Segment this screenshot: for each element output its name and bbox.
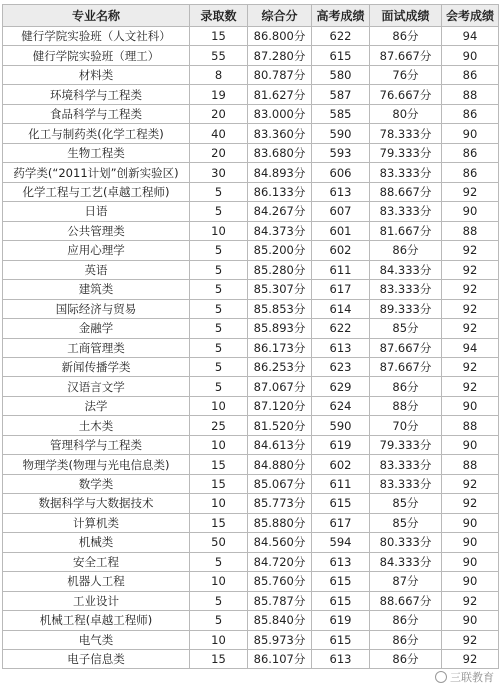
cell-exam-score: 92 (442, 377, 499, 396)
table-row (3, 65, 499, 84)
cell-exam-score: 90 (442, 435, 499, 454)
cell-gaokao-score: 580 (312, 65, 370, 84)
cell-gaokao-score: 622 (312, 27, 370, 46)
cell-major: 金融学 (3, 319, 190, 338)
cell-interview-score: 86分 (370, 650, 442, 669)
cell-composite-score: 85.840分 (248, 611, 312, 630)
cell-major: 电气类 (3, 630, 190, 649)
cell-exam-score: 90 (442, 552, 499, 571)
table-row (3, 474, 499, 493)
cell-major: 英语 (3, 260, 190, 279)
cell-gaokao-score: 615 (312, 630, 370, 649)
cell-admitted-count: 5 (190, 338, 248, 357)
cell-interview-score: 83.333分 (370, 202, 442, 221)
cell-admitted-count: 15 (190, 650, 248, 669)
cell-admitted-count: 5 (190, 319, 248, 338)
cell-major: 生物工程类 (3, 143, 190, 162)
cell-exam-score: 90 (442, 572, 499, 591)
cell-major: 汉语言文学 (3, 377, 190, 396)
cell-exam-score: 90 (442, 124, 499, 143)
table-row (3, 27, 499, 46)
table-row (3, 377, 499, 396)
cell-admitted-count: 40 (190, 124, 248, 143)
cell-major: 数学类 (3, 474, 190, 493)
cell-major: 化工与制药类(化学工程类) (3, 124, 190, 143)
cell-exam-score: 86 (442, 65, 499, 84)
cell-exam-score: 88 (442, 455, 499, 474)
cell-interview-score: 87.667分 (370, 338, 442, 357)
cell-major: 机械工程(卓越工程师) (3, 611, 190, 630)
cell-interview-score: 86分 (370, 630, 442, 649)
cell-major: 建筑类 (3, 280, 190, 299)
cell-admitted-count: 5 (190, 260, 248, 279)
cell-gaokao-score: 602 (312, 241, 370, 260)
cell-composite-score: 87.280分 (248, 46, 312, 65)
cell-major: 日语 (3, 202, 190, 221)
cell-major: 健行学院实验班（理工） (3, 46, 190, 65)
table-row (3, 591, 499, 610)
cell-major: 国际经济与贸易 (3, 299, 190, 318)
cell-composite-score: 87.067分 (248, 377, 312, 396)
cell-gaokao-score: 606 (312, 163, 370, 182)
table-row (3, 630, 499, 649)
cell-gaokao-score: 613 (312, 650, 370, 669)
table-row (3, 124, 499, 143)
cell-composite-score: 84.720分 (248, 552, 312, 571)
cell-gaokao-score: 594 (312, 533, 370, 552)
cell-composite-score: 86.107分 (248, 650, 312, 669)
cell-exam-score: 90 (442, 396, 499, 415)
table-row (3, 435, 499, 454)
cell-admitted-count: 55 (190, 46, 248, 65)
table-row (3, 299, 499, 318)
cell-exam-score: 94 (442, 338, 499, 357)
watermark (435, 669, 494, 685)
cell-exam-score: 92 (442, 241, 499, 260)
cell-composite-score: 81.627分 (248, 85, 312, 104)
cell-gaokao-score: 601 (312, 221, 370, 240)
cell-interview-score: 85分 (370, 494, 442, 513)
cell-exam-score: 94 (442, 27, 499, 46)
cell-admitted-count: 5 (190, 182, 248, 201)
cell-admitted-count: 15 (190, 455, 248, 474)
cell-interview-score: 76分 (370, 65, 442, 84)
cell-exam-score: 92 (442, 319, 499, 338)
cell-admitted-count: 10 (190, 221, 248, 240)
cell-exam-score: 92 (442, 474, 499, 493)
table-row (3, 143, 499, 162)
cell-admitted-count: 10 (190, 494, 248, 513)
table-row (3, 280, 499, 299)
cell-interview-score: 86分 (370, 377, 442, 396)
cell-gaokao-score: 614 (312, 299, 370, 318)
cell-admitted-count: 10 (190, 630, 248, 649)
cell-exam-score: 92 (442, 280, 499, 299)
header-composite-score: 综合分 (248, 5, 312, 27)
cell-gaokao-score: 624 (312, 396, 370, 415)
header-major: 专业名称 (3, 5, 190, 27)
cell-major: 环境科学与工程类 (3, 85, 190, 104)
cell-composite-score: 84.267分 (248, 202, 312, 221)
cell-composite-score: 84.613分 (248, 435, 312, 454)
table-row (3, 611, 499, 630)
header-admitted-count: 录取数 (190, 5, 248, 27)
cell-composite-score: 86.800分 (248, 27, 312, 46)
cell-major: 土木类 (3, 416, 190, 435)
cell-admitted-count: 15 (190, 513, 248, 532)
table-row (3, 163, 499, 182)
cell-exam-score: 88 (442, 221, 499, 240)
cell-gaokao-score: 619 (312, 435, 370, 454)
cell-interview-score: 88.667分 (370, 182, 442, 201)
cell-composite-score: 83.680分 (248, 143, 312, 162)
table-row (3, 260, 499, 279)
cell-admitted-count: 8 (190, 65, 248, 84)
cell-major: 健行学院实验班（人文社科） (3, 27, 190, 46)
cell-interview-score: 85分 (370, 319, 442, 338)
cell-major: 安全工程 (3, 552, 190, 571)
cell-interview-score: 79.333分 (370, 435, 442, 454)
cell-interview-score: 84.333分 (370, 260, 442, 279)
cell-composite-score: 84.373分 (248, 221, 312, 240)
cell-admitted-count: 30 (190, 163, 248, 182)
cell-admitted-count: 10 (190, 435, 248, 454)
cell-gaokao-score: 615 (312, 494, 370, 513)
cell-interview-score: 83.333分 (370, 455, 442, 474)
chat-bubble-icon (435, 671, 447, 683)
cell-composite-score: 80.787分 (248, 65, 312, 84)
table-row (3, 572, 499, 591)
cell-admitted-count: 5 (190, 280, 248, 299)
cell-composite-score: 85.067分 (248, 474, 312, 493)
cell-composite-score: 81.520分 (248, 416, 312, 435)
cell-major: 计算机类 (3, 513, 190, 532)
cell-composite-score: 86.133分 (248, 182, 312, 201)
cell-interview-score: 88.667分 (370, 591, 442, 610)
cell-admitted-count: 15 (190, 474, 248, 493)
cell-gaokao-score: 615 (312, 591, 370, 610)
cell-interview-score: 81.667分 (370, 221, 442, 240)
cell-exam-score: 90 (442, 46, 499, 65)
cell-exam-score: 86 (442, 143, 499, 162)
cell-exam-score: 90 (442, 202, 499, 221)
cell-gaokao-score: 613 (312, 338, 370, 357)
cell-interview-score: 87.667分 (370, 357, 442, 376)
cell-exam-score: 92 (442, 182, 499, 201)
cell-gaokao-score: 613 (312, 552, 370, 571)
table-row (3, 182, 499, 201)
cell-admitted-count: 5 (190, 202, 248, 221)
cell-admitted-count: 5 (190, 591, 248, 610)
cell-interview-score: 70分 (370, 416, 442, 435)
cell-gaokao-score: 587 (312, 85, 370, 104)
cell-gaokao-score: 622 (312, 319, 370, 338)
cell-interview-score: 78.333分 (370, 124, 442, 143)
admission-scores-table-container (0, 4, 500, 669)
cell-gaokao-score: 602 (312, 455, 370, 474)
watermark-text: 三联教育 (450, 671, 494, 684)
cell-major: 药学类(“2011计划”创新实验区) (3, 163, 190, 182)
cell-admitted-count: 10 (190, 572, 248, 591)
cell-interview-score: 80.333分 (370, 533, 442, 552)
table-row (3, 338, 499, 357)
cell-composite-score: 84.880分 (248, 455, 312, 474)
cell-gaokao-score: 615 (312, 572, 370, 591)
cell-interview-score: 84.333分 (370, 552, 442, 571)
cell-major: 应用心理学 (3, 241, 190, 260)
cell-composite-score: 85.200分 (248, 241, 312, 260)
cell-admitted-count: 5 (190, 552, 248, 571)
cell-exam-score: 92 (442, 630, 499, 649)
cell-gaokao-score: 593 (312, 143, 370, 162)
cell-major: 机器人工程 (3, 572, 190, 591)
table-body (3, 27, 499, 669)
cell-major: 食品科学与工程类 (3, 104, 190, 123)
cell-admitted-count: 5 (190, 299, 248, 318)
cell-interview-score: 83.333分 (370, 474, 442, 493)
cell-interview-score: 87分 (370, 572, 442, 591)
cell-composite-score: 84.893分 (248, 163, 312, 182)
cell-composite-score: 85.307分 (248, 280, 312, 299)
cell-exam-score: 92 (442, 299, 499, 318)
table-row (3, 552, 499, 571)
cell-composite-score: 83.000分 (248, 104, 312, 123)
cell-composite-score: 86.253分 (248, 357, 312, 376)
table-row (3, 455, 499, 474)
cell-major: 公共管理类 (3, 221, 190, 240)
cell-composite-score: 85.973分 (248, 630, 312, 649)
cell-gaokao-score: 590 (312, 124, 370, 143)
cell-major: 数据科学与大数据技术 (3, 494, 190, 513)
cell-major: 工业设计 (3, 591, 190, 610)
cell-gaokao-score: 613 (312, 182, 370, 201)
cell-gaokao-score: 607 (312, 202, 370, 221)
cell-exam-score: 90 (442, 513, 499, 532)
cell-exam-score: 88 (442, 85, 499, 104)
cell-interview-score: 87.667分 (370, 46, 442, 65)
cell-exam-score: 86 (442, 163, 499, 182)
cell-gaokao-score: 615 (312, 46, 370, 65)
cell-gaokao-score: 585 (312, 104, 370, 123)
cell-interview-score: 76.667分 (370, 85, 442, 104)
table-row (3, 85, 499, 104)
cell-major: 管理科学与工程类 (3, 435, 190, 454)
cell-composite-score: 85.893分 (248, 319, 312, 338)
cell-composite-score: 85.880分 (248, 513, 312, 532)
cell-interview-score: 86分 (370, 241, 442, 260)
table-row (3, 46, 499, 65)
cell-interview-score: 89.333分 (370, 299, 442, 318)
cell-exam-score: 92 (442, 260, 499, 279)
table-row (3, 357, 499, 376)
admission-scores-table (2, 4, 499, 669)
table-header-row (3, 5, 499, 27)
cell-interview-score: 86分 (370, 27, 442, 46)
cell-exam-score: 90 (442, 611, 499, 630)
cell-exam-score: 90 (442, 533, 499, 552)
cell-admitted-count: 19 (190, 85, 248, 104)
cell-composite-score: 85.760分 (248, 572, 312, 591)
cell-interview-score: 83.333分 (370, 163, 442, 182)
table-row (3, 650, 499, 669)
cell-interview-score: 86分 (370, 611, 442, 630)
cell-composite-score: 83.360分 (248, 124, 312, 143)
cell-major: 物理学类(物理与光电信息类) (3, 455, 190, 474)
cell-exam-score: 92 (442, 650, 499, 669)
cell-major: 机械类 (3, 533, 190, 552)
cell-composite-score: 87.120分 (248, 396, 312, 415)
table-row (3, 319, 499, 338)
cell-exam-score: 92 (442, 357, 499, 376)
cell-exam-score: 86 (442, 104, 499, 123)
table-row (3, 221, 499, 240)
cell-composite-score: 85.773分 (248, 494, 312, 513)
table-row (3, 104, 499, 123)
cell-major: 工商管理类 (3, 338, 190, 357)
cell-interview-score: 79.333分 (370, 143, 442, 162)
cell-major: 法学 (3, 396, 190, 415)
cell-major: 新闻传播学类 (3, 357, 190, 376)
table-row (3, 533, 499, 552)
cell-composite-score: 84.560分 (248, 533, 312, 552)
cell-admitted-count: 25 (190, 416, 248, 435)
table-row (3, 416, 499, 435)
cell-composite-score: 85.787分 (248, 591, 312, 610)
cell-major: 化学工程与工艺(卓越工程师) (3, 182, 190, 201)
table-row (3, 202, 499, 221)
header-interview-score: 面试成绩 (370, 5, 442, 27)
cell-interview-score: 85分 (370, 513, 442, 532)
cell-gaokao-score: 611 (312, 260, 370, 279)
cell-gaokao-score: 611 (312, 474, 370, 493)
cell-admitted-count: 20 (190, 104, 248, 123)
cell-admitted-count: 15 (190, 27, 248, 46)
cell-interview-score: 80分 (370, 104, 442, 123)
cell-admitted-count: 50 (190, 533, 248, 552)
cell-admitted-count: 5 (190, 357, 248, 376)
cell-composite-score: 85.280分 (248, 260, 312, 279)
cell-admitted-count: 5 (190, 377, 248, 396)
table-row (3, 241, 499, 260)
header-gaokao-score: 高考成绩 (312, 5, 370, 27)
cell-composite-score: 85.853分 (248, 299, 312, 318)
cell-gaokao-score: 623 (312, 357, 370, 376)
cell-gaokao-score: 590 (312, 416, 370, 435)
cell-admitted-count: 5 (190, 241, 248, 260)
cell-gaokao-score: 619 (312, 611, 370, 630)
cell-admitted-count: 5 (190, 611, 248, 630)
cell-major: 材料类 (3, 65, 190, 84)
table-row (3, 494, 499, 513)
cell-gaokao-score: 617 (312, 513, 370, 532)
cell-major: 电子信息类 (3, 650, 190, 669)
table-row (3, 513, 499, 532)
table-row (3, 396, 499, 415)
cell-composite-score: 86.173分 (248, 338, 312, 357)
cell-gaokao-score: 617 (312, 280, 370, 299)
cell-interview-score: 83.333分 (370, 280, 442, 299)
cell-admitted-count: 20 (190, 143, 248, 162)
cell-exam-score: 92 (442, 494, 499, 513)
cell-admitted-count: 10 (190, 396, 248, 415)
cell-exam-score: 92 (442, 591, 499, 610)
cell-gaokao-score: 629 (312, 377, 370, 396)
cell-interview-score: 88分 (370, 396, 442, 415)
cell-exam-score: 88 (442, 416, 499, 435)
header-exam-score: 会考成绩 (442, 5, 499, 27)
